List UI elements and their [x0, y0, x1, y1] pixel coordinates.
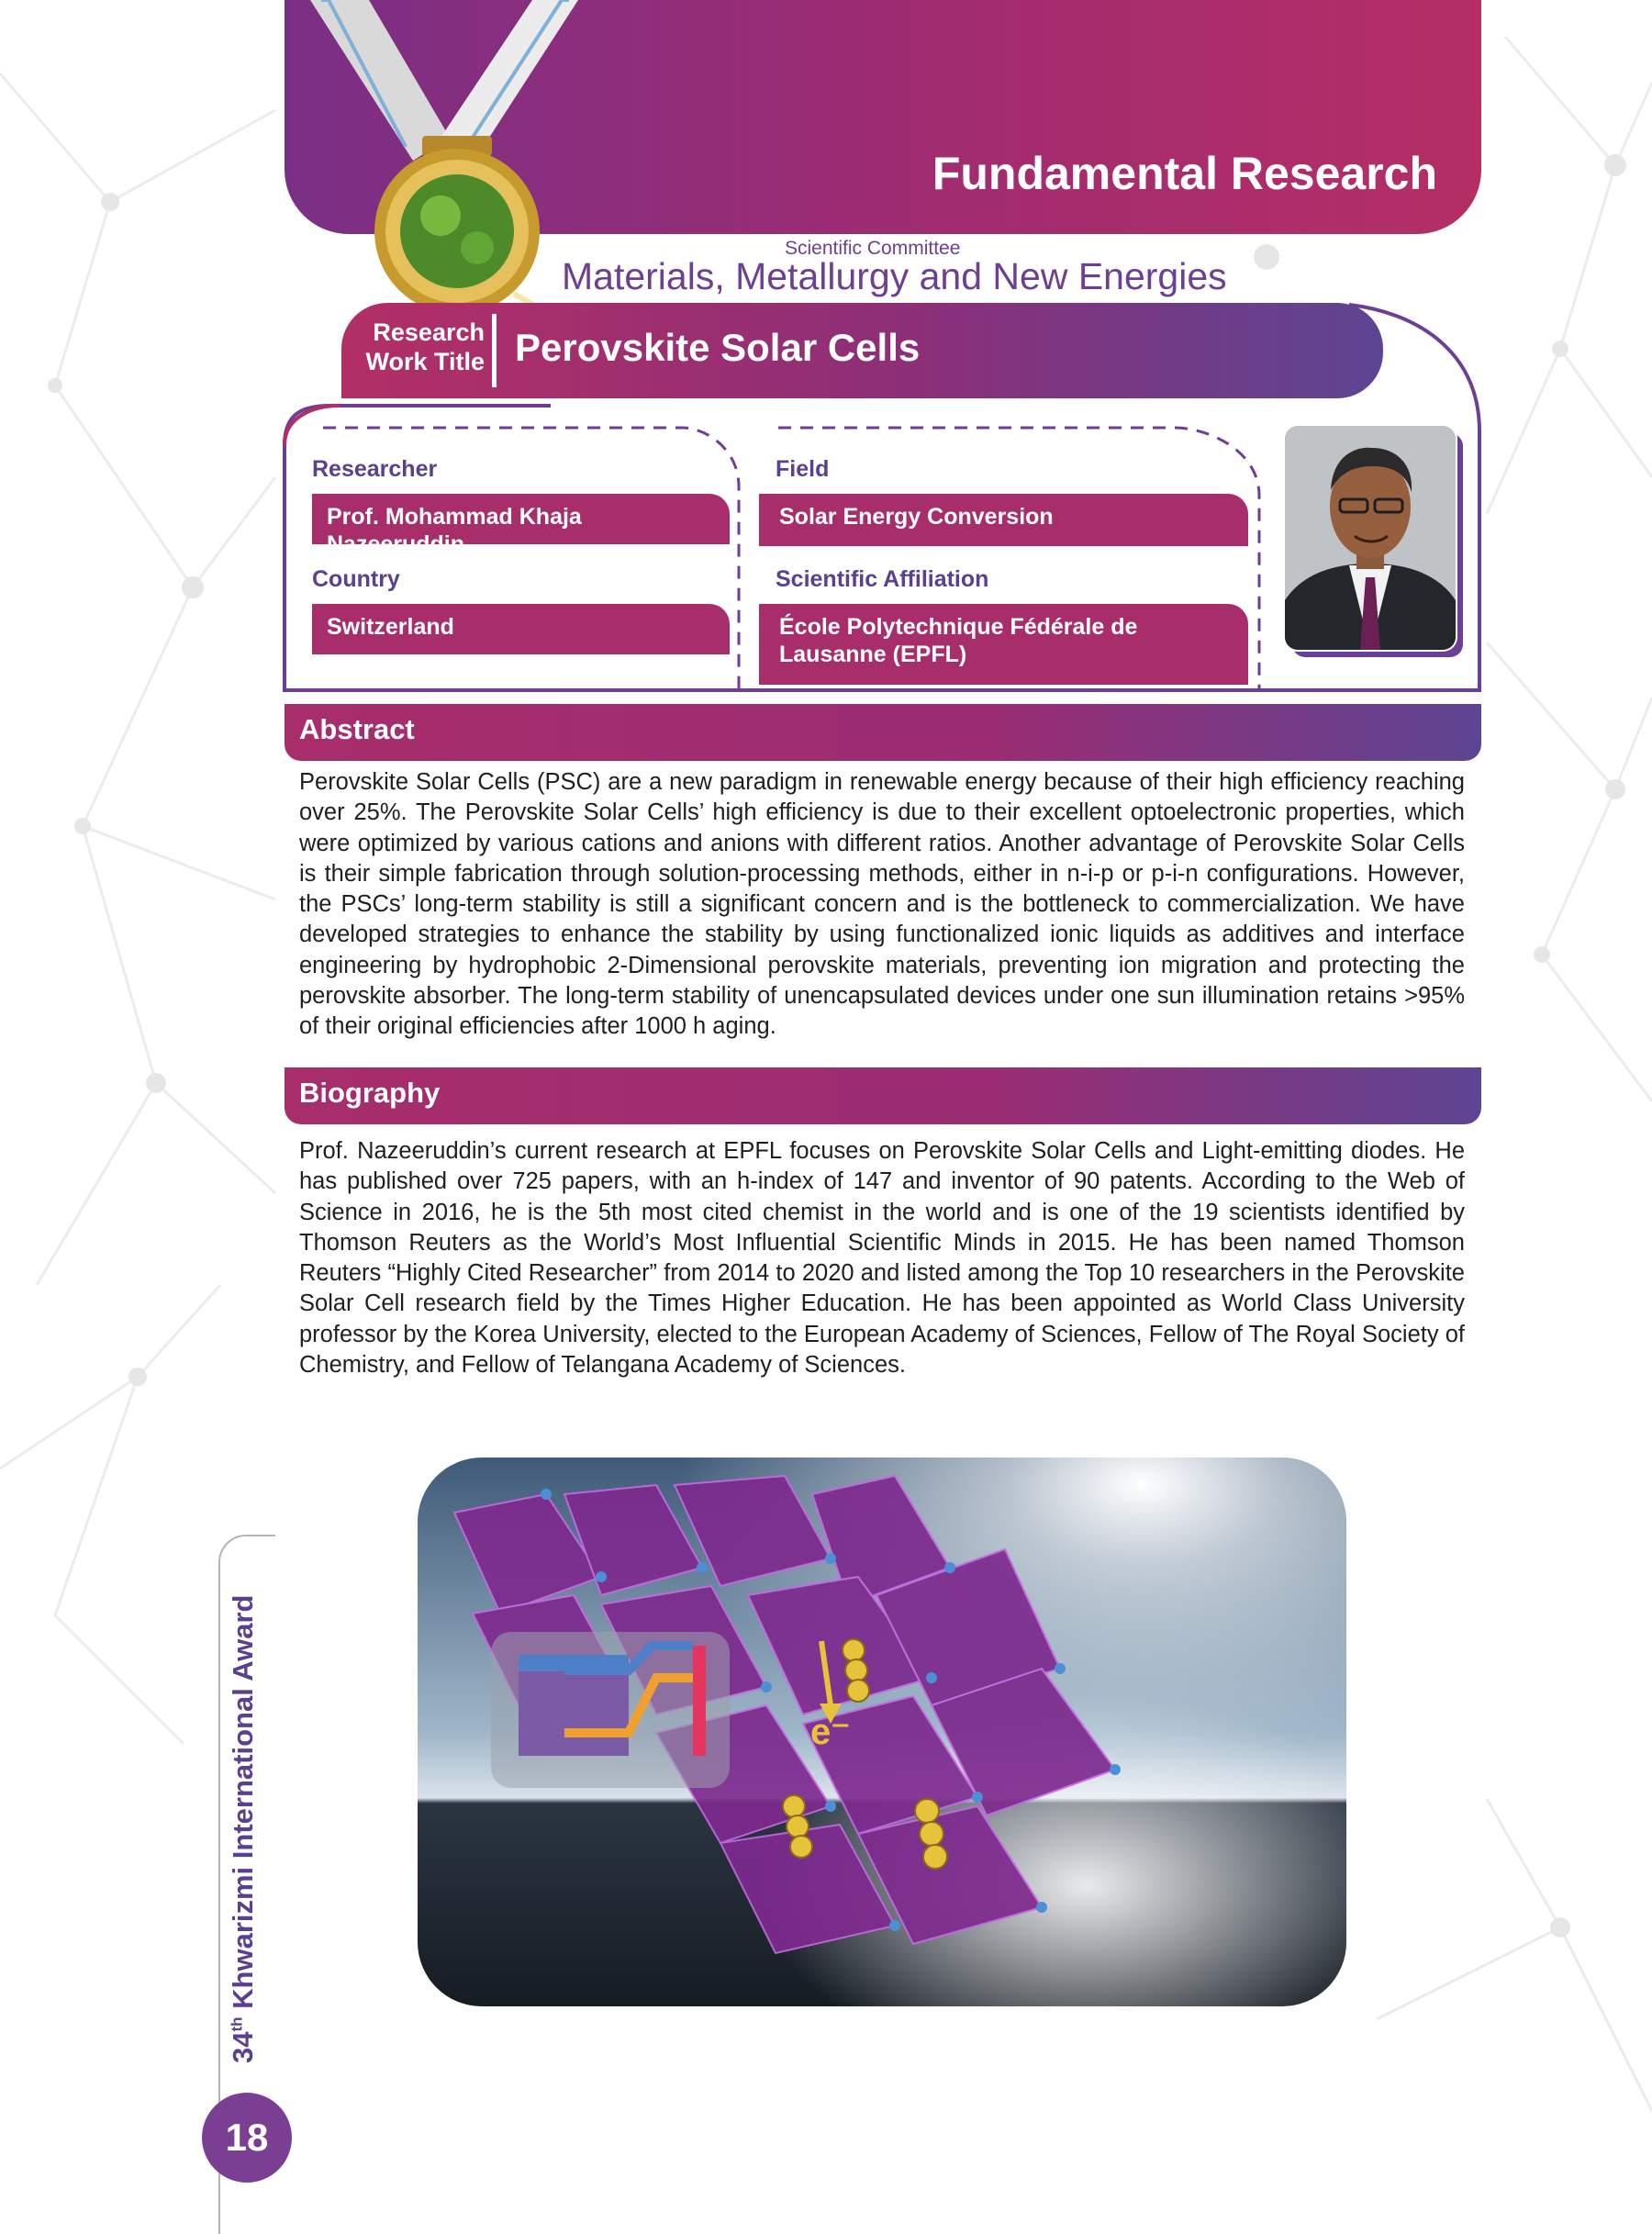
- country-value: Switzerland: [312, 604, 730, 654]
- committee-label: Scientific Committee: [785, 238, 961, 259]
- abstract-text: Perovskite Solar Cells (PSC) are a new paradigm in renewable energy because of their high efficiency reaching over 25%. The Perovskite Solar Cells’ high efficiency is due to their excellent optoelectronic properties, which were optimized by various cations and anions with different ratios. Another advantage of Perovskite Solar Cells is their simple fabrication through solution-processing methods, either in n-i-p or p-i-n configurations. However, the PSCs’ long-term stability is still a significant concern and is the bottleneck to commercialization. We have developed strategies to enhance the stability by using functionalized ionic liquids as additives and interface engineering by hydrophobic 2-Dimensional perovskite materials, preventing ion migration and protecting the perovskite absorber. The long-term stability of unencapsulated devices under one sun illumination retains >95% of their original efficiencies after 1000 h aging.: [299, 769, 1465, 1040]
- field-value: Solar Energy Conversion: [759, 494, 1248, 546]
- committee-name: Materials, Metallurgy and New Energies: [562, 255, 1227, 297]
- biography-title: Biography: [299, 1077, 441, 1109]
- biography-header: [285, 1067, 1481, 1124]
- award-number: 34: [227, 2031, 259, 2063]
- affiliation-label: Scientific Affiliation: [776, 566, 989, 592]
- research-label-line2: Work Title: [365, 348, 485, 375]
- researcher-label: Researcher: [312, 456, 438, 482]
- research-work-title: Perovskite Solar Cells: [515, 326, 921, 369]
- award-suffix: th: [228, 2016, 246, 2032]
- award-name: Khwarizmi International Award: [227, 1594, 259, 2017]
- affiliation-value: École Polytechnique Fédérale de Lausanne (EPFL): [759, 604, 1248, 685]
- research-label-line1: Research: [373, 318, 485, 346]
- portrait-image: [1285, 426, 1456, 650]
- researcher-photo: [1285, 426, 1456, 650]
- field-label: Field: [776, 456, 830, 482]
- country-label: Country: [312, 566, 400, 592]
- section-category-title: Fundamental Research: [932, 148, 1437, 199]
- page-number: 18: [202, 2093, 292, 2183]
- perovskite-scene-image: [418, 1458, 1346, 2006]
- electron-label: e⁻: [810, 1712, 851, 1752]
- abstract-header: [285, 704, 1481, 761]
- award-title-vertical: [227, 1595, 260, 2063]
- researcher-value: Prof. Mohammad Khaja Nazeeruddin: [312, 494, 730, 544]
- perovskite-illustration: [418, 1458, 1346, 2006]
- abstract-title: Abstract: [299, 713, 415, 745]
- biography-text: Prof. Nazeeruddin’s current research at EPFL focuses on Perovskite Solar Cells and Light-emitting diodes. He has published over 725 papers, with an h-index of 147 and inventor of 90 patents. According to the Web of Science in 2016, he is the 5th most cited chemist in the world and is one of the 19 scientists identified by Thomson Reuters as the World’s Most Influential Scientific Minds in 2015. He has been named Thomson Reuters “Highly Cited Researcher” from 2014 to 2020 and listed among the Top 10 researchers in the Perovskite Solar Cell research field by the Times Higher Education. He has been appointed as World Class University professor by the Korea University, elected to the European Academy of Sciences, Fellow of The Royal Society of Chemistry, and Fellow of Telangana Academy of Sciences.: [299, 1138, 1465, 1379]
